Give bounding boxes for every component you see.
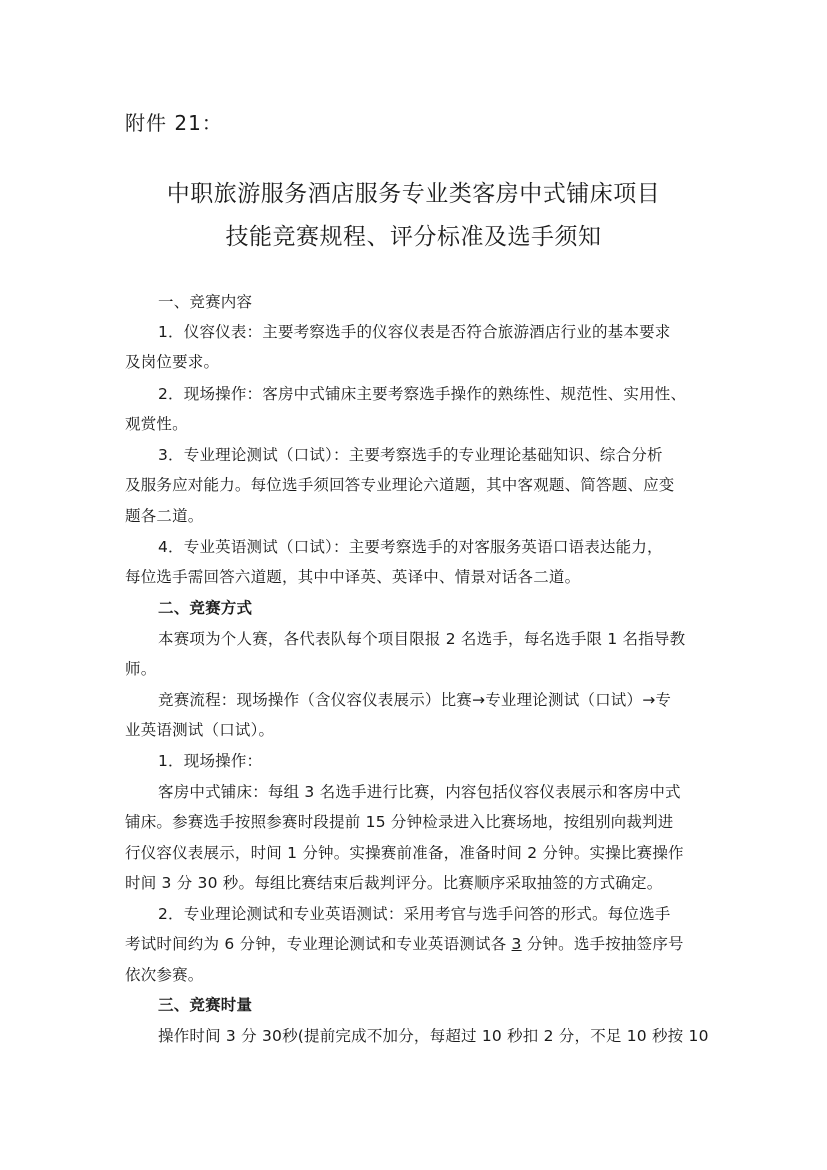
attachment-label: 附件 21：: [125, 111, 223, 135]
underlined-number: 3: [511, 935, 522, 953]
paragraph-line: 竞赛流程：现场操作（含仪容仪表展示）比赛→专业理论测试（口试）→专: [158, 691, 672, 709]
paragraph-line: 观赏性。: [125, 415, 188, 433]
paragraph-line: 及服务应对能力。每位选手须回答专业理论六道题，其中客观题、简答题、应变: [125, 476, 675, 494]
text-run: 考试时间约为 6 分钟，专业理论测试和专业英语测试各: [125, 935, 512, 953]
section-heading-3: 三、竞赛时量: [158, 996, 253, 1014]
section-heading-2: 二、竞赛方式: [158, 599, 253, 617]
paragraph-line: 业英语测试（口试）。: [125, 721, 275, 739]
section-heading-1: 一、竞赛内容: [158, 293, 253, 311]
document-title-line-1: 中职旅游服务酒店服务专业类客房中式铺床项目: [166, 181, 661, 207]
subheading: 1．现场操作：: [158, 752, 263, 770]
paragraph-line: 行仪容仪表展示，时间 1 分钟。实操赛前准备，准备时间 2 分钟。实操比赛操作: [125, 844, 684, 862]
paragraph-line: [125, 932, 684, 954]
paragraph-line: 客房中式铺床：每组 3 名选手进行比赛，内容包括仪容仪表展示和客房中式: [158, 783, 681, 801]
paragraph-line: 依次参赛。: [125, 966, 204, 984]
text-run: 分钟。选手按抽签序号: [521, 935, 684, 953]
paragraph-line: 操作时间 3 分 30秒(提前完成不加分，每超过 10 秒扣 2 分，不足 10 秒按 10: [158, 1027, 709, 1045]
paragraph-line: 及岗位要求。: [125, 353, 220, 371]
paragraph-line: 本赛项为个人赛，各代表队每个项目限报 2 名选手，每名选手限 1 名指导教: [158, 630, 686, 648]
paragraph-line: 3．专业理论测试（口试）：主要考察选手的专业理论基础知识、综合分析: [158, 446, 663, 464]
paragraph-line: 师。: [125, 660, 157, 678]
paragraph-line: 2．专业理论测试和专业英语测试：采用考官与选手问答的形式。每位选手: [158, 905, 671, 923]
paragraph-line: 题各二道。: [125, 507, 204, 525]
paragraph-line: 1．仪容仪表：主要考察选手的仪容仪表是否符合旅游酒店行业的基本要求: [158, 323, 671, 341]
paragraph-line: 2．现场操作：客房中式铺床主要考察选手操作的熟练性、规范性、实用性、: [158, 385, 687, 403]
paragraph-line: 4．专业英语测试（口试）：主要考察选手的对客服务英语口语表达能力，: [158, 538, 663, 556]
paragraph-line: 铺床。参赛选手按照参赛时段提前 15 分钟检录进入比赛场地，按组别向裁判进: [125, 813, 674, 831]
paragraph-line: 每位选手需回答六道题，其中中译英、英译中、情景对话各二道。: [125, 568, 581, 586]
document-title-line-2: 技能竞赛规程、评分标准及选手须知: [225, 224, 602, 250]
paragraph-line: 时间 3 分 30 秒。每组比赛结束后裁判评分。比赛顺序采取抽签的方式确定。: [125, 874, 663, 892]
